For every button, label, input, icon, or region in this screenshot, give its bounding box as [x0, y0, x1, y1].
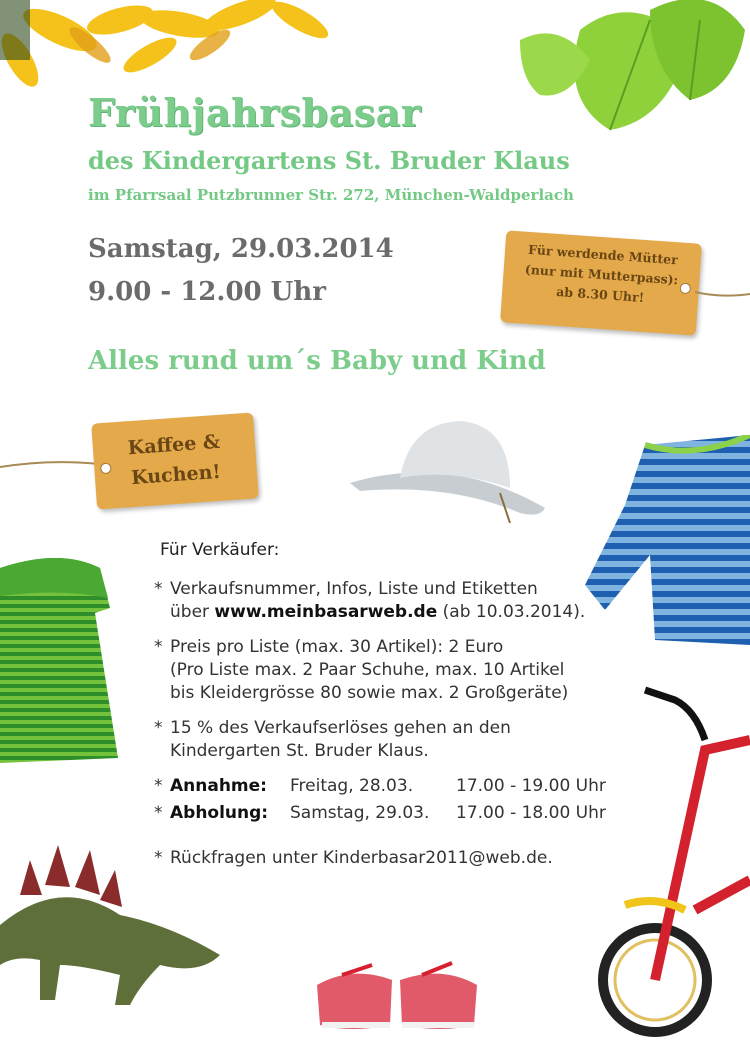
list-item [154, 802, 634, 825]
abholung-label: Abholung: [170, 803, 269, 823]
abholung-time: 17.00 - 18.00 Uhr [456, 803, 606, 823]
bullet-icon: * [154, 718, 163, 738]
annahme-day: Freitag, 28.03. [290, 776, 414, 796]
seller-info [154, 540, 634, 882]
bullet-icon: * [154, 803, 163, 823]
abholung-row [170, 802, 634, 825]
tag-line: Kuchen! [130, 460, 222, 490]
annahme-time: 17.00 - 19.00 Uhr [456, 776, 606, 796]
item-text [170, 601, 634, 624]
coffee-cake-tag [91, 412, 259, 509]
poster-title: Frühjahrsbasar [88, 90, 422, 135]
red-shoes-image [312, 955, 482, 1035]
green-dress-image [0, 548, 120, 768]
sunflower-image [0, 0, 330, 90]
list-item [154, 717, 634, 763]
event-date: Samstag, 29.03.2014 [88, 234, 394, 264]
poster-subtitle: des Kindergartens St. Bruder Klaus [88, 146, 570, 175]
tag-string-icon [0, 455, 100, 475]
item-text-pre: über [170, 602, 215, 622]
tag-string-icon [695, 284, 750, 304]
seller-heading: Für Verkäufer: [160, 540, 280, 560]
list-item [154, 578, 634, 624]
leaves-image [520, 0, 750, 140]
tag-line: (nur mit Mutterpass): [524, 261, 679, 288]
list-item [154, 847, 634, 870]
item-text: Kindergarten St. Bruder Klaus. [170, 741, 429, 761]
item-text-post: (ab 10.03.2014). [437, 602, 586, 622]
tag-line: Für werdende Mütter [527, 241, 679, 268]
bullet-icon: * [154, 579, 163, 599]
annahme-label: Annahme: [170, 776, 267, 796]
item-text: 15 % des Verkaufserlöses gehen an den [170, 718, 511, 738]
event-time: 9.00 - 12.00 Uhr [88, 277, 326, 307]
tag-line: Kaffee & [127, 430, 221, 460]
list-item [154, 775, 634, 798]
annahme-row [170, 775, 634, 798]
item-text: Verkaufsnummer, Infos, Liste und Etiketten [170, 579, 538, 599]
bullet-icon: * [154, 776, 163, 796]
item-text: bis Kleidergrösse 80 sowie max. 2 Großgeräte) [170, 683, 569, 703]
item-text: Preis pro Liste (max. 30 Artikel): 2 Euro [170, 637, 504, 657]
abholung-day: Samstag, 29.03. [290, 803, 430, 823]
contact-text: Rückfragen unter Kinderbasar2011@web.de. [170, 848, 553, 868]
expectant-mothers-tag [500, 230, 702, 335]
sun-hat-image [350, 413, 550, 523]
item-text: (Pro Liste max. 2 Paar Schuhe, max. 10 Artikel [170, 660, 565, 680]
tag-line: ab 8.30 Uhr! [555, 283, 645, 306]
event-slogan: Alles rund um´s Baby und Kind [88, 346, 546, 376]
list-item [154, 636, 634, 705]
bullet-icon: * [154, 848, 163, 868]
website-link[interactable]: www.meinbasarweb.de [214, 602, 438, 622]
bullet-icon: * [154, 637, 163, 657]
event-location: im Pfarrsaal Putzbrunner Str. 272, München-Waldperlach [88, 186, 574, 204]
